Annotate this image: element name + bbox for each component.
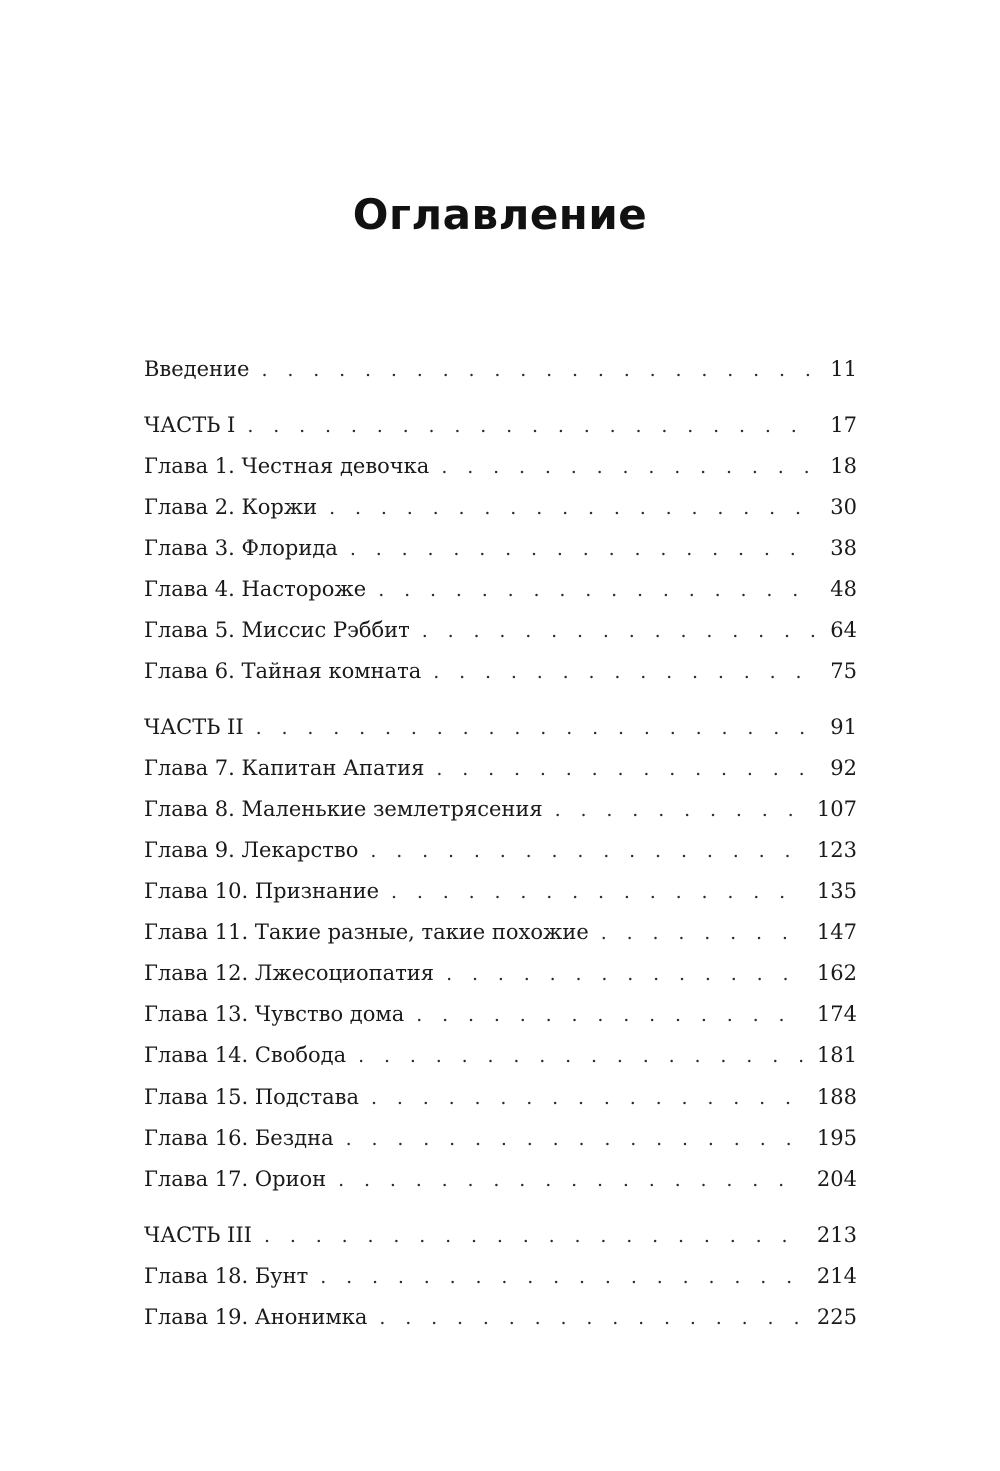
toc-entry-introduction[interactable] xyxy=(144,354,857,384)
toc-entry-page: 123 xyxy=(816,838,857,862)
toc-entry-page: 38 xyxy=(830,536,857,560)
toc-entry-page: 75 xyxy=(830,659,857,683)
dot-leader xyxy=(416,1000,803,1029)
toc-entry-label: Глава 13. Чувство дома xyxy=(144,1002,405,1026)
toc-entry-chapter-2[interactable] xyxy=(144,492,857,522)
toc-entry-chapter-11[interactable] xyxy=(144,917,857,947)
toc-entry-chapter-9[interactable] xyxy=(144,835,857,865)
toc-entry-part-1[interactable] xyxy=(144,410,857,440)
toc-entry-label: Глава 17. Орион xyxy=(144,1167,327,1191)
dot-leader xyxy=(261,355,816,384)
toc-entry-page: 48 xyxy=(830,577,857,601)
toc-entry-chapter-6[interactable] xyxy=(144,656,857,686)
toc-entry-chapter-15[interactable] xyxy=(144,1082,857,1112)
toc-entry-chapter-14[interactable] xyxy=(144,1040,857,1070)
dot-leader xyxy=(346,1124,803,1153)
toc-entry-page: 204 xyxy=(816,1167,857,1191)
toc-entry-page: 107 xyxy=(816,797,857,821)
toc-entry-chapter-17[interactable] xyxy=(144,1164,857,1194)
toc-entry-page: 17 xyxy=(830,413,857,437)
toc-entry-page: 214 xyxy=(816,1264,857,1288)
toc-entry-label: Введение xyxy=(144,357,250,381)
toc-entry-label: Глава 4. Настороже xyxy=(144,577,367,601)
dot-leader xyxy=(436,754,816,783)
toc-entry-page: 11 xyxy=(830,357,857,381)
dot-leader xyxy=(441,452,816,481)
toc-entry-label: Глава 12. Лжесоциопатия xyxy=(144,961,435,985)
toc-entry-page: 64 xyxy=(830,618,857,642)
dot-leader xyxy=(329,493,816,522)
toc-entry-chapter-13[interactable] xyxy=(144,999,857,1029)
toc-entry-label: ЧАСТЬ III xyxy=(144,1223,252,1247)
toc-entry-chapter-18[interactable] xyxy=(144,1261,857,1291)
toc-entry-chapter-1[interactable] xyxy=(144,451,857,481)
toc-entry-label: Глава 5. Миссис Рэббит xyxy=(144,618,410,642)
toc-entry-label: Глава 16. Бездна xyxy=(144,1126,334,1150)
toc-entry-part-2[interactable] xyxy=(144,712,857,742)
toc-entry-label: Глава 19. Анонимка xyxy=(144,1305,368,1329)
toc-entry-page: 91 xyxy=(830,715,857,739)
toc-entry-label: Глава 8. Маленькие землетрясения xyxy=(144,797,543,821)
dot-leader xyxy=(433,657,816,686)
dot-leader xyxy=(378,575,816,604)
toc-entry-page: 213 xyxy=(816,1223,857,1247)
toc-entry-label: Глава 7. Капитан Апатия xyxy=(144,756,425,780)
toc-entry-label: Глава 6. Тайная комната xyxy=(144,659,422,683)
dot-leader xyxy=(264,1221,803,1250)
toc-entry-label: Глава 15. Подстава xyxy=(144,1085,359,1109)
dot-leader xyxy=(391,877,803,906)
dot-leader xyxy=(601,918,803,947)
toc-entry-chapter-16[interactable] xyxy=(144,1123,857,1153)
toc-entry-page: 195 xyxy=(816,1126,857,1150)
toc-entry-chapter-8[interactable] xyxy=(144,794,857,824)
toc-entry-page: 92 xyxy=(830,756,857,780)
toc-entry-label: Глава 10. Признание xyxy=(144,879,379,903)
toc-entry-chapter-5[interactable] xyxy=(144,615,857,645)
toc-entry-label: Глава 18. Бунт xyxy=(144,1264,309,1288)
dot-leader xyxy=(422,616,817,645)
toc-entry-page: 162 xyxy=(816,961,857,985)
toc-entry-label: Глава 3. Флорида xyxy=(144,536,338,560)
dot-leader xyxy=(338,1165,803,1194)
toc-entry-page: 135 xyxy=(816,879,857,903)
toc-entry-page: 147 xyxy=(816,920,857,944)
toc-entry-chapter-3[interactable] xyxy=(144,533,857,563)
toc-entry-chapter-7[interactable] xyxy=(144,753,857,783)
dot-leader xyxy=(256,713,817,742)
toc-entry-label: Глава 9. Лекарство xyxy=(144,838,359,862)
toc-entry-label: ЧАСТЬ II xyxy=(144,715,244,739)
dot-leader xyxy=(320,1262,803,1291)
dot-leader xyxy=(379,1303,803,1332)
dot-leader xyxy=(555,795,803,824)
toc-entry-page: 30 xyxy=(830,495,857,519)
toc-entry-label: Глава 14. Свобода xyxy=(144,1043,347,1067)
toc-entry-chapter-4[interactable] xyxy=(144,574,857,604)
toc-entry-page: 225 xyxy=(816,1305,857,1329)
toc-entry-chapter-19[interactable] xyxy=(144,1302,857,1332)
toc-entry-page: 188 xyxy=(816,1085,857,1109)
page-title: Оглавление xyxy=(352,190,648,239)
dot-leader xyxy=(358,1041,803,1070)
toc-entry-label: Глава 1. Честная девочка xyxy=(144,454,430,478)
dot-leader xyxy=(446,959,803,988)
dot-leader xyxy=(350,534,816,563)
dot-leader xyxy=(370,836,803,865)
dot-leader xyxy=(247,411,816,440)
toc-entry-label: Глава 11. Такие разные, такие похожие xyxy=(144,920,589,944)
dot-leader xyxy=(371,1083,803,1112)
toc-entry-chapter-12[interactable] xyxy=(144,958,857,988)
toc-entry-chapter-10[interactable] xyxy=(144,876,857,906)
toc-entry-page: 181 xyxy=(816,1043,857,1067)
toc-entry-label: Глава 2. Коржи xyxy=(144,495,318,519)
toc-entry-label: ЧАСТЬ I xyxy=(144,413,236,437)
toc-entry-part-3[interactable] xyxy=(144,1220,857,1250)
toc-entry-page: 18 xyxy=(830,454,857,478)
toc-entry-page: 174 xyxy=(816,1002,857,1026)
